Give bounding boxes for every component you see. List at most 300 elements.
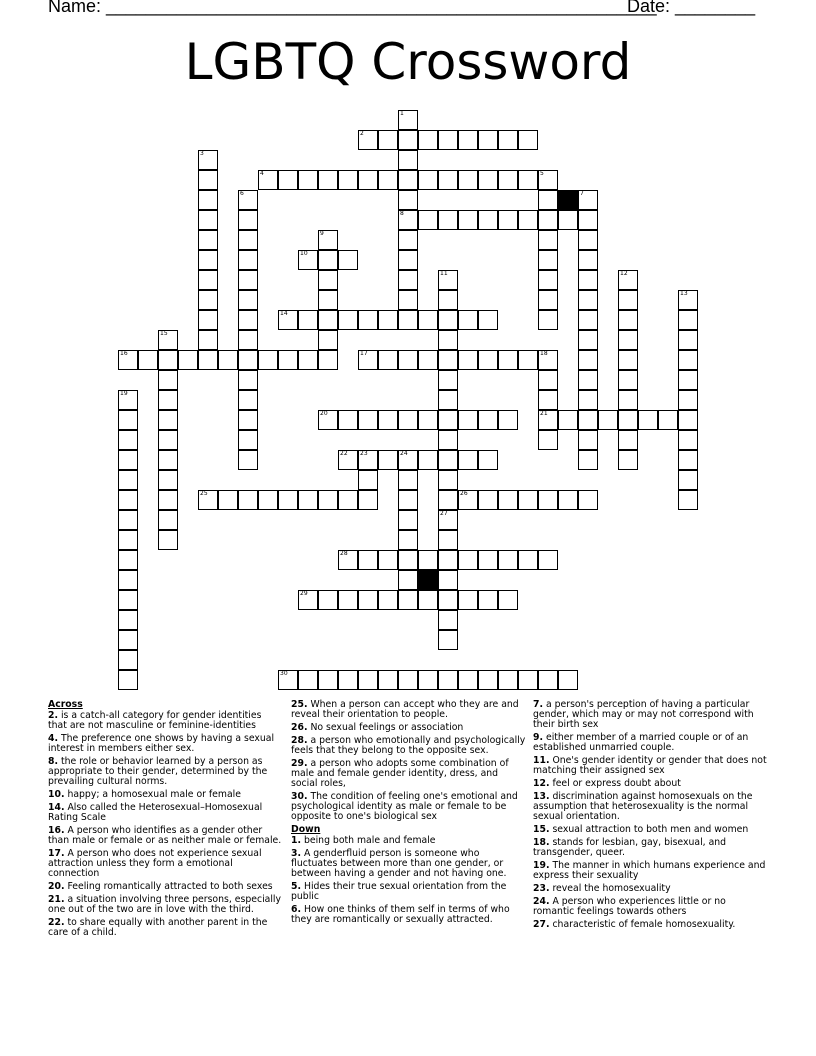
- clue-item: [48, 826, 283, 846]
- clue-item: [48, 803, 283, 823]
- grid-cell[interactable]: [338, 490, 358, 510]
- grid-cell[interactable]: [538, 270, 558, 290]
- grid-cell[interactable]: [478, 410, 498, 430]
- grid-cell[interactable]: [618, 350, 638, 370]
- clue-text: to share equally with another parent in the care of a child.: [48, 917, 268, 938]
- grid-cell[interactable]: [118, 470, 138, 490]
- date-field-label[interactable]: Date: ________: [627, 0, 756, 16]
- grid-cell[interactable]: [358, 550, 378, 570]
- grid-cell[interactable]: [398, 410, 418, 430]
- grid-cell[interactable]: [438, 350, 458, 370]
- grid-cell[interactable]: [498, 490, 518, 510]
- clue-number-label: 18.: [533, 837, 550, 848]
- grid-cell[interactable]: [298, 310, 318, 330]
- grid-cell[interactable]: [498, 410, 518, 430]
- grid-cell[interactable]: [678, 470, 698, 490]
- grid-cell[interactable]: [238, 410, 258, 430]
- grid-cell[interactable]: [198, 330, 218, 350]
- clue-text: A person who does not experience sexual attraction unless they form a emotional connection: [48, 848, 262, 879]
- grid-cell[interactable]: [318, 490, 338, 510]
- grid-cell[interactable]: [238, 270, 258, 290]
- grid-cell[interactable]: [198, 170, 218, 190]
- grid-cell[interactable]: [398, 310, 418, 330]
- grid-cell[interactable]: [538, 490, 558, 510]
- grid-cell[interactable]: [298, 670, 318, 690]
- clue-item: [48, 734, 283, 754]
- clue-number-label: 8.: [48, 756, 59, 767]
- grid-cell[interactable]: [278, 350, 298, 370]
- grid-cell[interactable]: [578, 410, 598, 430]
- clue-item: [48, 757, 283, 787]
- clue-number: 25: [200, 490, 208, 497]
- grid-cell[interactable]: [318, 310, 338, 330]
- grid-cell[interactable]: [238, 370, 258, 390]
- grid-cell[interactable]: [498, 350, 518, 370]
- grid-cell[interactable]: [118, 450, 138, 470]
- clue-text: The manner in which humans experience and express their sexuality: [533, 860, 766, 881]
- grid-cell[interactable]: [438, 410, 458, 430]
- grid-cell[interactable]: [338, 670, 358, 690]
- grid-cell[interactable]: [438, 430, 458, 450]
- grid-cell[interactable]: [238, 250, 258, 270]
- clue-number-label: 30.: [291, 791, 308, 802]
- grid-cell[interactable]: [338, 250, 358, 270]
- grid-cell[interactable]: [398, 230, 418, 250]
- grid-cell[interactable]: [158, 490, 178, 510]
- grid-cell[interactable]: [278, 490, 298, 510]
- grid-cell[interactable]: [158, 430, 178, 450]
- grid-cell[interactable]: [578, 310, 598, 330]
- grid-cell[interactable]: [498, 590, 518, 610]
- clue-number: 1: [400, 110, 404, 117]
- grid-cell[interactable]: [378, 170, 398, 190]
- grid-cell[interactable]: [218, 350, 238, 370]
- grid-cell[interactable]: [118, 590, 138, 610]
- grid-cell[interactable]: [518, 550, 538, 570]
- grid-cell[interactable]: [118, 410, 138, 430]
- grid-cell[interactable]: [338, 410, 358, 430]
- grid-cell[interactable]: [378, 550, 398, 570]
- clue-text: How one thinks of them self in terms of who they are romantically or sexually attracted.: [291, 904, 510, 925]
- grid-cell[interactable]: [378, 450, 398, 470]
- clue-text: either member of a married couple or of an established unmarried couple.: [533, 732, 749, 753]
- grid-cell[interactable]: [578, 390, 598, 410]
- grid-cell[interactable]: [478, 450, 498, 470]
- grid-cell[interactable]: [538, 670, 558, 690]
- grid-cell[interactable]: [378, 350, 398, 370]
- clue-number: 23: [360, 450, 368, 457]
- grid-cell[interactable]: [298, 350, 318, 370]
- grid-cell[interactable]: [158, 410, 178, 430]
- clue-number: 17: [360, 350, 368, 357]
- grid-cell[interactable]: [418, 450, 438, 470]
- clue-number-label: 23.: [533, 883, 550, 894]
- grid-cell[interactable]: [398, 570, 418, 590]
- grid-cell[interactable]: [518, 350, 538, 370]
- grid-cell[interactable]: [278, 170, 298, 190]
- grid-cell[interactable]: [118, 510, 138, 530]
- grid-cell[interactable]: [358, 590, 378, 610]
- grid-cell[interactable]: [578, 290, 598, 310]
- grid-cell[interactable]: [478, 350, 498, 370]
- grid-cell[interactable]: [438, 370, 458, 390]
- grid-cell[interactable]: [678, 350, 698, 370]
- grid-cell[interactable]: [498, 170, 518, 190]
- grid-cell[interactable]: [398, 130, 418, 150]
- grid-cell[interactable]: [438, 550, 458, 570]
- clue-text: When a person can accept who they are and reveal their orientation to people.: [291, 699, 519, 720]
- clue-item: [533, 838, 768, 858]
- grid-cell[interactable]: [538, 310, 558, 330]
- grid-cell[interactable]: [398, 470, 418, 490]
- grid-cell[interactable]: [538, 210, 558, 230]
- name-field-label[interactable]: Name: _______________________________________________________: [48, 0, 657, 16]
- grid-cell[interactable]: [378, 590, 398, 610]
- grid-cell[interactable]: [418, 210, 438, 230]
- clue-text: characteristic of female homosexuality.: [549, 919, 736, 930]
- grid-cell[interactable]: [458, 550, 478, 570]
- grid-cell[interactable]: [118, 550, 138, 570]
- clue-number: 2: [360, 130, 364, 137]
- grid-cell[interactable]: [538, 550, 558, 570]
- grid-cell[interactable]: [378, 410, 398, 430]
- clue-number: 16: [120, 350, 128, 357]
- clue-number-label: 1.: [291, 835, 302, 846]
- grid-cell[interactable]: [438, 290, 458, 310]
- grid-cell[interactable]: [118, 650, 138, 670]
- grid-cell[interactable]: [438, 630, 458, 650]
- clue-number-label: 28.: [291, 735, 308, 746]
- grid-cell[interactable]: [618, 370, 638, 390]
- grid-cell[interactable]: [518, 170, 538, 190]
- grid-cell[interactable]: [198, 250, 218, 270]
- grid-cell[interactable]: [118, 610, 138, 630]
- grid-cell[interactable]: [398, 250, 418, 270]
- clue-number-label: 21.: [48, 894, 65, 905]
- grid-cell[interactable]: [418, 350, 438, 370]
- grid-cell[interactable]: [458, 590, 478, 610]
- grid-cell[interactable]: [338, 310, 358, 330]
- clue-number: 5: [540, 170, 544, 177]
- clue-number-label: 25.: [291, 699, 308, 710]
- grid-cell[interactable]: [578, 330, 598, 350]
- grid-cell[interactable]: [418, 670, 438, 690]
- grid-cell[interactable]: [538, 250, 558, 270]
- grid-cell[interactable]: [478, 490, 498, 510]
- grid-cell[interactable]: [678, 330, 698, 350]
- clue-number-label: 2.: [48, 710, 59, 721]
- grid-cell[interactable]: [218, 490, 238, 510]
- grid-cell[interactable]: [498, 130, 518, 150]
- grid-cell[interactable]: [318, 350, 338, 370]
- grid-cell[interactable]: [458, 670, 478, 690]
- grid-cell[interactable]: [678, 310, 698, 330]
- grid-cell[interactable]: [618, 330, 638, 350]
- clue-text: being both male and female: [301, 835, 436, 846]
- grid-cell[interactable]: [398, 490, 418, 510]
- grid-cell[interactable]: [358, 310, 378, 330]
- grid-cell[interactable]: [198, 270, 218, 290]
- grid-cell[interactable]: [258, 350, 278, 370]
- grid-cell[interactable]: [418, 550, 438, 570]
- grid-cell[interactable]: [438, 330, 458, 350]
- grid-cell[interactable]: [358, 410, 378, 430]
- clue-item: [291, 736, 526, 756]
- grid-cell[interactable]: [238, 490, 258, 510]
- grid-cell[interactable]: [198, 310, 218, 330]
- grid-cell[interactable]: [538, 290, 558, 310]
- grid-cell[interactable]: [518, 210, 538, 230]
- grid-cell[interactable]: [498, 550, 518, 570]
- grid-cell[interactable]: [318, 270, 338, 290]
- grid-cell[interactable]: [198, 230, 218, 250]
- grid-cell[interactable]: [438, 450, 458, 470]
- clue-number-label: 24.: [533, 896, 550, 907]
- grid-cell[interactable]: [438, 530, 458, 550]
- grid-cell[interactable]: [498, 210, 518, 230]
- grid-cell[interactable]: [158, 350, 178, 370]
- grid-cell[interactable]: [678, 450, 698, 470]
- grid-cell[interactable]: [158, 370, 178, 390]
- grid-cell[interactable]: [478, 130, 498, 150]
- grid-cell[interactable]: [358, 470, 378, 490]
- grid-cell[interactable]: [398, 550, 418, 570]
- grid-cell[interactable]: [418, 170, 438, 190]
- grid-cell[interactable]: [418, 410, 438, 430]
- grid-cell[interactable]: [558, 670, 578, 690]
- grid-cell[interactable]: [318, 670, 338, 690]
- grid-cell[interactable]: [398, 350, 418, 370]
- grid-cell[interactable]: [438, 310, 458, 330]
- clue-number: 11: [440, 270, 448, 277]
- grid-cell[interactable]: [478, 670, 498, 690]
- grid-cell[interactable]: [298, 170, 318, 190]
- grid-cell[interactable]: [558, 210, 578, 230]
- clue-item: [533, 861, 768, 881]
- grid-cell[interactable]: [678, 490, 698, 510]
- grid-cell[interactable]: [538, 230, 558, 250]
- grid-cell[interactable]: [518, 130, 538, 150]
- grid-cell[interactable]: [638, 410, 658, 430]
- grid-cell[interactable]: [438, 210, 458, 230]
- grid-cell[interactable]: [478, 210, 498, 230]
- grid-cell[interactable]: [338, 590, 358, 610]
- grid-cell[interactable]: [498, 670, 518, 690]
- clue-number: 8: [400, 210, 404, 217]
- grid-cell[interactable]: [398, 590, 418, 610]
- clue-number: 7: [580, 190, 584, 197]
- black-cell: [558, 190, 578, 210]
- grid-cell[interactable]: [618, 290, 638, 310]
- grid-cell[interactable]: [478, 590, 498, 610]
- grid-cell[interactable]: [318, 250, 338, 270]
- grid-cell[interactable]: [398, 170, 418, 190]
- grid-cell[interactable]: [398, 290, 418, 310]
- grid-cell[interactable]: [398, 670, 418, 690]
- clue-text: a person's perception of having a particular gender, which may or may not correspond with their birth sex: [533, 699, 754, 730]
- grid-cell[interactable]: [438, 130, 458, 150]
- grid-cell[interactable]: [318, 170, 338, 190]
- grid-cell[interactable]: [678, 390, 698, 410]
- grid-cell[interactable]: [138, 350, 158, 370]
- grid-cell[interactable]: [578, 350, 598, 370]
- grid-cell[interactable]: [418, 590, 438, 610]
- grid-cell[interactable]: [238, 310, 258, 330]
- grid-cell[interactable]: [198, 190, 218, 210]
- clue-item: [48, 711, 283, 731]
- clue-text: the role or behavior learned by a person as appropriate to their gender, determined by the prevailing cultural norms.: [48, 756, 268, 787]
- grid-cell[interactable]: [618, 310, 638, 330]
- black-cell: [418, 570, 438, 590]
- grid-cell[interactable]: [158, 390, 178, 410]
- grid-cell[interactable]: [438, 570, 458, 590]
- clue-column-1: [48, 700, 283, 941]
- clue-item: [533, 884, 768, 894]
- grid-cell[interactable]: [578, 210, 598, 230]
- clue-number: 30: [280, 670, 288, 677]
- clue-item: [291, 700, 526, 720]
- grid-cell[interactable]: [678, 370, 698, 390]
- grid-cell[interactable]: [438, 170, 458, 190]
- grid-cell[interactable]: [518, 670, 538, 690]
- grid-cell[interactable]: [518, 490, 538, 510]
- grid-cell[interactable]: [438, 390, 458, 410]
- grid-cell[interactable]: [618, 450, 638, 470]
- grid-cell[interactable]: [478, 310, 498, 330]
- grid-cell[interactable]: [238, 430, 258, 450]
- grid-cell[interactable]: [678, 430, 698, 450]
- clue-item: [533, 920, 768, 930]
- grid-cell[interactable]: [398, 270, 418, 290]
- clue-number-label: 27.: [533, 919, 550, 930]
- grid-cell[interactable]: [118, 630, 138, 650]
- clue-column-2: [291, 700, 526, 928]
- grid-cell[interactable]: [338, 170, 358, 190]
- grid-cell[interactable]: [258, 490, 278, 510]
- grid-cell[interactable]: [578, 230, 598, 250]
- page-title: LGBTQ Crossword: [184, 33, 632, 91]
- clue-number-label: 29.: [291, 758, 308, 769]
- grid-cell[interactable]: [158, 530, 178, 550]
- grid-cell[interactable]: [358, 490, 378, 510]
- grid-cell[interactable]: [238, 450, 258, 470]
- grid-cell[interactable]: [158, 510, 178, 530]
- grid-cell[interactable]: [198, 350, 218, 370]
- clue-item: [48, 849, 283, 879]
- clue-number: 9: [320, 230, 324, 237]
- grid-cell[interactable]: [618, 430, 638, 450]
- grid-cell[interactable]: [458, 350, 478, 370]
- grid-cell[interactable]: [598, 410, 618, 430]
- clue-item: [291, 759, 526, 789]
- grid-cell[interactable]: [458, 410, 478, 430]
- grid-cell[interactable]: [678, 410, 698, 430]
- grid-cell[interactable]: [378, 310, 398, 330]
- grid-cell[interactable]: [438, 470, 458, 490]
- grid-cell[interactable]: [438, 670, 458, 690]
- clue-text: a person who adopts some combination of male and female gender identity, dress, and social roles,: [291, 758, 509, 789]
- grid-cell[interactable]: [458, 130, 478, 150]
- grid-cell[interactable]: [238, 230, 258, 250]
- grid-cell[interactable]: [238, 390, 258, 410]
- grid-cell[interactable]: [198, 210, 218, 230]
- grid-cell[interactable]: [418, 130, 438, 150]
- grid-cell[interactable]: [318, 330, 338, 350]
- grid-cell[interactable]: [458, 170, 478, 190]
- grid-cell[interactable]: [578, 270, 598, 290]
- grid-cell[interactable]: [158, 470, 178, 490]
- grid-cell[interactable]: [398, 150, 418, 170]
- grid-cell[interactable]: [578, 430, 598, 450]
- clue-item: [533, 897, 768, 917]
- grid-cell[interactable]: [118, 670, 138, 690]
- grid-cell[interactable]: [298, 490, 318, 510]
- grid-cell[interactable]: [458, 450, 478, 470]
- grid-cell[interactable]: [538, 190, 558, 210]
- grid-cell[interactable]: [378, 130, 398, 150]
- grid-cell[interactable]: [118, 490, 138, 510]
- grid-cell[interactable]: [538, 390, 558, 410]
- grid-cell[interactable]: [178, 350, 198, 370]
- grid-cell[interactable]: [618, 390, 638, 410]
- clue-text: a person who emotionally and psychologically feels that they belong to the opposite sex.: [291, 735, 526, 756]
- grid-cell[interactable]: [198, 290, 218, 310]
- grid-cell[interactable]: [398, 190, 418, 210]
- grid-cell[interactable]: [538, 370, 558, 390]
- grid-cell[interactable]: [358, 670, 378, 690]
- grid-cell[interactable]: [438, 590, 458, 610]
- grid-cell[interactable]: [478, 170, 498, 190]
- grid-cell[interactable]: [118, 430, 138, 450]
- grid-cell[interactable]: [578, 250, 598, 270]
- grid-cell[interactable]: [318, 290, 338, 310]
- grid-cell[interactable]: [618, 410, 638, 430]
- grid-cell[interactable]: [438, 610, 458, 630]
- grid-cell[interactable]: [538, 430, 558, 450]
- grid-cell[interactable]: [458, 310, 478, 330]
- grid-cell[interactable]: [238, 350, 258, 370]
- grid-cell[interactable]: [558, 490, 578, 510]
- grid-cell[interactable]: [478, 550, 498, 570]
- grid-cell[interactable]: [578, 450, 598, 470]
- grid-cell[interactable]: [238, 330, 258, 350]
- grid-cell[interactable]: [118, 570, 138, 590]
- grid-cell[interactable]: [378, 670, 398, 690]
- clue-item: [291, 882, 526, 902]
- grid-cell[interactable]: [578, 370, 598, 390]
- grid-cell[interactable]: [238, 210, 258, 230]
- clue-number: 21: [540, 410, 548, 417]
- grid-cell[interactable]: [238, 290, 258, 310]
- clue-number-label: 11.: [533, 755, 550, 766]
- grid-cell[interactable]: [358, 170, 378, 190]
- grid-cell[interactable]: [658, 410, 678, 430]
- clue-text: One's gender identity or gender that does not matching their assigned sex: [533, 755, 767, 776]
- grid-cell[interactable]: [158, 450, 178, 470]
- grid-cell[interactable]: [578, 490, 598, 510]
- grid-cell[interactable]: [458, 210, 478, 230]
- clue-number: 15: [160, 330, 168, 337]
- clue-text: sexual attraction to both men and women: [549, 824, 749, 835]
- clue-text: A genderfluid person is someone who fluctuates between more than one gender, or between having a gender and not having one.: [291, 848, 507, 879]
- grid-cell[interactable]: [318, 590, 338, 610]
- grid-cell[interactable]: [118, 530, 138, 550]
- grid-cell[interactable]: [558, 410, 578, 430]
- grid-cell[interactable]: [398, 510, 418, 530]
- grid-cell[interactable]: [438, 490, 458, 510]
- grid-cell[interactable]: [418, 310, 438, 330]
- grid-cell[interactable]: [398, 530, 418, 550]
